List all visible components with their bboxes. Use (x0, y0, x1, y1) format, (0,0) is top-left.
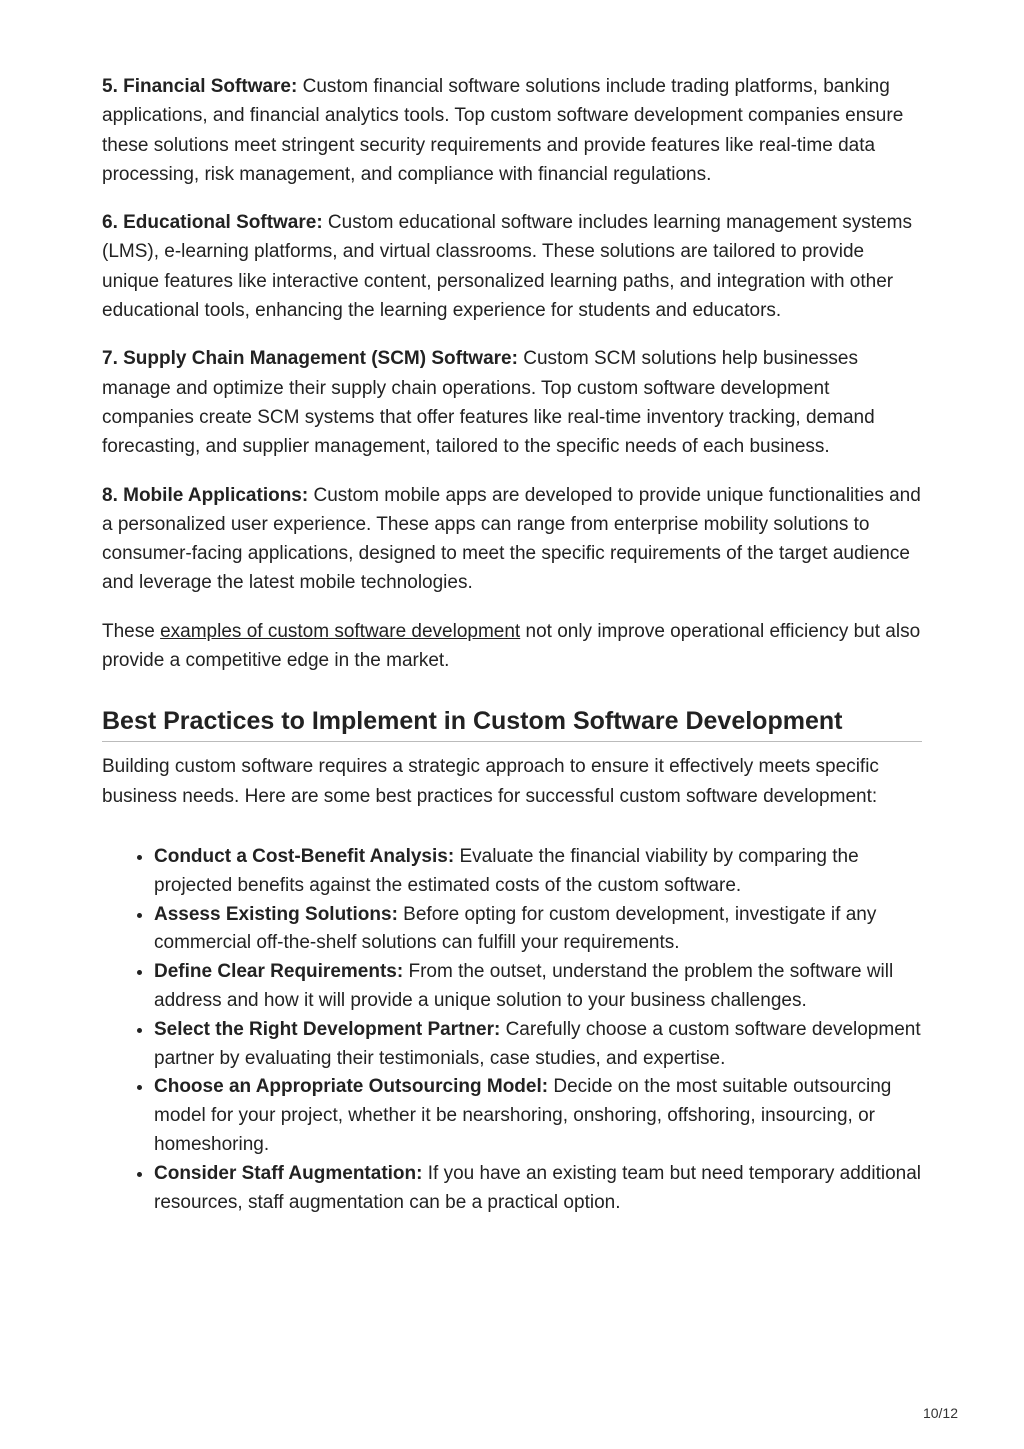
list-item (154, 1073, 922, 1159)
paragraph-financial-software (102, 72, 922, 189)
paragraph-scm-software (102, 344, 922, 461)
closing-text-after: not only improve operational efficiency but also provide a competitive edge in the market. (102, 620, 921, 672)
paragraph-text: Custom financial software solutions include trading platforms, banking applications, and financial analytics tools. Top custom software development companies ensure these solutions meet stringent security requirements and provide features like real-time data processing, risk management, and compliance with financial regulations. (102, 76, 904, 185)
list-item (154, 843, 922, 901)
list-item-label: Conduct a Cost-Benefit Analysis: (154, 845, 455, 867)
list-item-label: Consider Staff Augmentation: (154, 1162, 423, 1184)
list-item (154, 1160, 922, 1218)
list-item-text: If you have an existing team but need temporary additional resources, staff augmentation can be a practical option. (154, 1162, 921, 1213)
paragraph-label: 6. Educational Software: (102, 212, 323, 234)
paragraph-educational-software (102, 208, 922, 325)
list-item-label: Choose an Appropriate Outsourcing Model: (154, 1076, 549, 1098)
list-item-label: Define Clear Requirements: (154, 961, 404, 983)
paragraph-mobile-applications (102, 481, 922, 598)
list-item-text: Decide on the most suitable outsourcing model for your project, whether it be nearshoring, onshoring, offshoring, insourcing, or homeshoring. (154, 1076, 892, 1155)
paragraph-text: Custom educational software includes learning management systems (LMS), e-learning platforms, and virtual classrooms. These solutions are tailored to provide unique features like interactive content, personalized learning paths, and integration with other educational tools, enhancing the learning experience for students and educators. (102, 212, 912, 322)
list-item (154, 958, 922, 1016)
paragraph-closing (102, 617, 922, 676)
list-item-label: Assess Existing Solutions: (154, 903, 398, 925)
page-number: 10/12 (922, 1405, 958, 1421)
list-item-text: From the outset, understand the problem the software will address and how it will provide a unique solution to your business challenges. (154, 961, 894, 1011)
list-item-label: Select the Right Development Partner: (154, 1018, 501, 1040)
closing-text-before: These (102, 620, 161, 642)
list-item (154, 901, 922, 959)
section-heading: Best Practices to Implement in Custom Software Development (102, 705, 922, 742)
paragraph-text: Custom mobile apps are developed to provide unique functionalities and a personalized user experience. These apps can range from enterprise mobility solutions to consumer-facing applications, designed to meet the specific requirements of the target audience and leverage the latest mobile technologies. (102, 484, 921, 594)
best-practices-list (102, 843, 922, 1217)
list-item-text: Evaluate the financial viability by comparing the projected benefits against the estimated costs of the custom software. (154, 845, 859, 896)
paragraph-text: Custom SCM solutions help businesses manage and optimize their supply chain operations. Top custom software development companies create SCM systems that offer features like real-time inventory tracking, demand forecasting, and supplier management, tailored to the specific needs of each business. (102, 348, 875, 458)
examples-link[interactable]: examples of custom software development (160, 620, 521, 642)
paragraph-label: 5. Financial Software: (102, 76, 298, 97)
section-intro: Building custom software requires a strategic approach to ensure it effectively meets specific business needs. Here are some best practices for successful custom software development: (102, 756, 879, 807)
paragraph-label: 7. Supply Chain Management (SCM) Software: (102, 348, 518, 370)
list-item-text: Before opting for custom development, investigate if any commercial off-the-shelf solutions can fulfill your requirements. (154, 903, 877, 954)
list-item (154, 1016, 922, 1074)
paragraph-label: 8. Mobile Applications: (102, 484, 309, 506)
list-item-text: Carefully choose a custom software development partner by evaluating their testimonials, case studies, and expertise. (154, 1018, 921, 1069)
document-content (102, 72, 922, 1217)
